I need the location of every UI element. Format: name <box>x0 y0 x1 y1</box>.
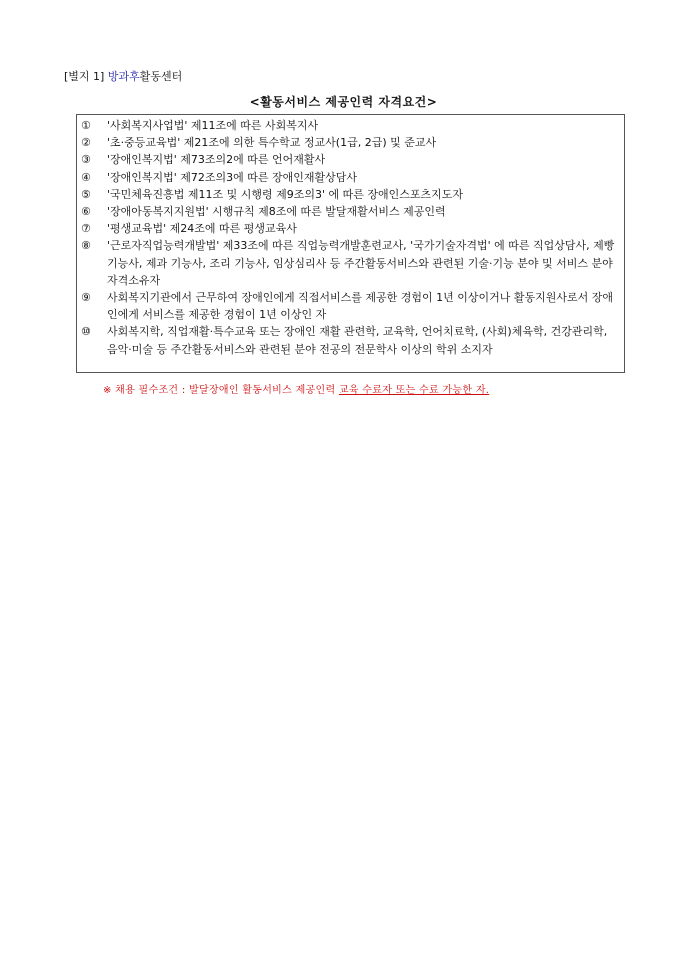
qualification-item <box>81 289 620 323</box>
item-text: '근로자직업능력개발법' 제33조에 따른 직업능력개발훈련교사, '국가기술자격법' 에 따른 직업상담사, 제빵 기능사, 제과 기능사, 조리 기능사, 임상심리사 등 주간활동서비스와 관련된 기술·기능 분야 및 서비스 분야 자격소유자 <box>107 239 618 287</box>
attachment-header <box>64 70 182 84</box>
item-number: ⑧ <box>81 239 91 253</box>
qualification-item <box>81 134 620 151</box>
item-number: ⑩ <box>81 325 91 339</box>
qualification-item <box>81 169 620 186</box>
note-text: ※ 채용 필수조건 : 발달장애인 활동서비스 제공인력 <box>103 385 339 396</box>
qualification-item <box>81 117 620 134</box>
item-text: '장애아동복지지원법' 시행규칙 제8조에 따른 발달재활서비스 제공인력 <box>107 205 446 219</box>
item-number: ⑤ <box>81 187 91 201</box>
attachment-label: [별지 1] <box>64 70 108 83</box>
qualification-item <box>81 203 620 220</box>
center-text: 활동센터 <box>139 70 183 83</box>
item-number: ③ <box>81 153 91 167</box>
item-number: ⑥ <box>81 205 91 219</box>
item-text: '국민체육진흥법 제11조 및 시행령 제9조의3' 에 따른 장애인스포츠지도자 <box>107 187 464 201</box>
qualification-box <box>76 114 625 373</box>
item-number: ④ <box>81 170 91 184</box>
item-text: '장애인복지법' 제72조의3에 따른 장애인재활상담사 <box>107 170 358 184</box>
item-number: ① <box>81 119 91 132</box>
item-text: '초·중등교육법' 제21조에 의한 특수학교 정교사(1급, 2급) 및 준교사 <box>107 136 437 150</box>
item-number: ② <box>81 136 91 150</box>
item-text: '사회복지사업법' 제11조에 따른 사회복지사 <box>107 119 319 132</box>
item-text: 사회복지기관에서 근무하여 장애인에게 직접서비스를 제공한 경험이 1년 이상이거나 활동지원사로서 장애인에게 서비스를 제공한 경험이 1년 이상인 자 <box>107 291 614 322</box>
item-text: 사회복지학, 직업재활·특수교육 또는 장애인 재활 관련학, 교육학, 언어치료학, (사회)체육학, 건강관리학, 음악·미술 등 주간활동서비스와 관련된 분야 전공의 전문학사 이상의 학위 소지자 <box>107 325 611 356</box>
item-text: '평생교육법' 제24조에 따른 평생교육사 <box>107 222 297 236</box>
qualification-item <box>81 151 620 168</box>
qualification-item <box>81 186 620 203</box>
item-number: ⑦ <box>81 222 91 236</box>
item-text: '장애인복지법' 제73조의2에 따른 언어재활사 <box>107 153 326 167</box>
after-school-text: 방과후 <box>107 70 140 83</box>
required-condition-note <box>103 384 489 397</box>
page-title: <활동서비스 제공인력 자격요건> <box>249 95 438 109</box>
qualification-item <box>81 323 620 357</box>
qualification-item <box>81 237 620 289</box>
item-number: ⑨ <box>81 291 91 305</box>
qualification-item <box>81 220 620 237</box>
note-underlined-text: 교육 수료자 또는 수료 가능한 자. <box>338 385 490 396</box>
